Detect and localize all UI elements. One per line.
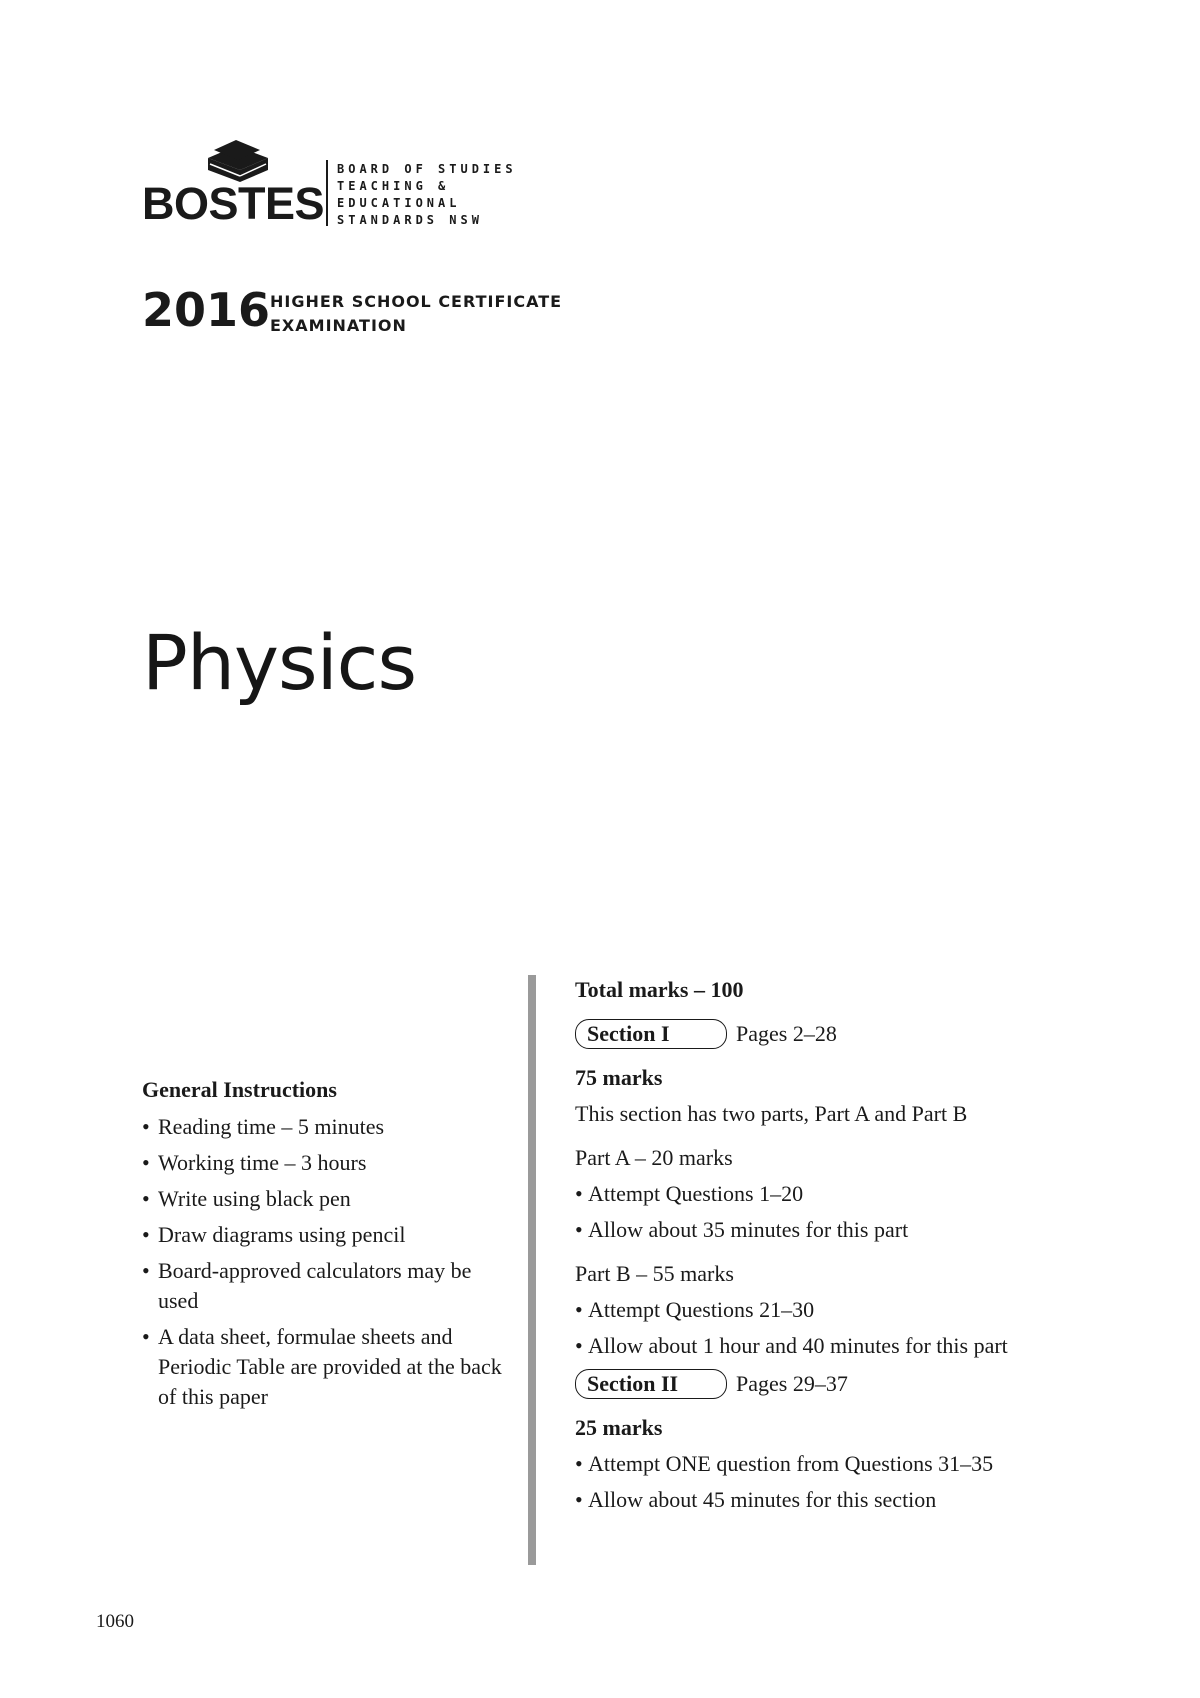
instruction-item: • Reading time – 5 minutes bbox=[142, 1112, 512, 1142]
general-instructions bbox=[142, 1075, 512, 1418]
section-1-pages: Pages 2–28 bbox=[736, 1021, 837, 1046]
exam-title-line: EXAMINATION bbox=[270, 316, 407, 335]
instruction-list bbox=[142, 1112, 512, 1412]
section-2-item: • Attempt ONE question from Questions 31–35 bbox=[575, 1449, 1095, 1479]
section-1-marks: 75 marks bbox=[575, 1065, 663, 1090]
section-2-item: • Allow about 45 minutes for this section bbox=[575, 1485, 1095, 1515]
exam-title bbox=[270, 290, 562, 338]
exam-year: 2016 bbox=[142, 283, 271, 337]
logo-board-name bbox=[337, 161, 517, 229]
instruction-item: • A data sheet, formulae sheets and Periodic Table are provided at the back of this paper bbox=[142, 1322, 512, 1412]
instruction-item: • Draw diagrams using pencil bbox=[142, 1220, 512, 1250]
section-2-list bbox=[575, 1449, 1095, 1515]
instruction-item: • Write using black pen bbox=[142, 1184, 512, 1214]
logo-line: TEACHING & bbox=[337, 179, 450, 193]
logo-divider bbox=[326, 160, 328, 226]
column-divider bbox=[528, 975, 536, 1565]
logo-line: BOARD OF STUDIES bbox=[337, 162, 517, 176]
logo-line: EDUCATIONAL bbox=[337, 196, 461, 210]
subject-title: Physics bbox=[142, 618, 417, 707]
logo-line: STANDARDS NSW bbox=[337, 213, 483, 227]
general-instructions-heading: General Instructions bbox=[142, 1077, 337, 1102]
part-b-item: • Attempt Questions 21–30 bbox=[575, 1295, 1095, 1325]
part-b-list bbox=[575, 1295, 1095, 1361]
section-2-header bbox=[575, 1367, 1095, 1401]
exam-structure bbox=[575, 975, 1095, 1521]
logo-wordmark: BOSTES bbox=[142, 178, 325, 229]
section-2-marks: 25 marks bbox=[575, 1415, 663, 1440]
section-1-badge: Section I bbox=[575, 1019, 727, 1049]
section-1-header bbox=[575, 1017, 1095, 1051]
part-b-heading: Part B – 55 marks bbox=[575, 1261, 734, 1286]
total-marks: Total marks – 100 bbox=[575, 977, 744, 1002]
instruction-item: • Working time – 3 hours bbox=[142, 1148, 512, 1178]
part-a-item: • Attempt Questions 1–20 bbox=[575, 1179, 1095, 1209]
section-1-description: This section has two parts, Part A and Part B bbox=[575, 1101, 968, 1126]
paper-code: 1060 bbox=[96, 1611, 134, 1632]
exam-title-line: HIGHER SCHOOL CERTIFICATE bbox=[270, 292, 563, 311]
part-a-item: • Allow about 35 minutes for this part bbox=[575, 1215, 1095, 1245]
part-a-list bbox=[575, 1179, 1095, 1245]
part-a-heading: Part A – 20 marks bbox=[575, 1145, 733, 1170]
instruction-item: • Board-approved calculators may be used bbox=[142, 1256, 512, 1316]
section-2-pages: Pages 29–37 bbox=[736, 1371, 848, 1396]
part-b-item: • Allow about 1 hour and 40 minutes for this part bbox=[575, 1331, 1095, 1361]
section-2-badge: Section II bbox=[575, 1369, 727, 1399]
